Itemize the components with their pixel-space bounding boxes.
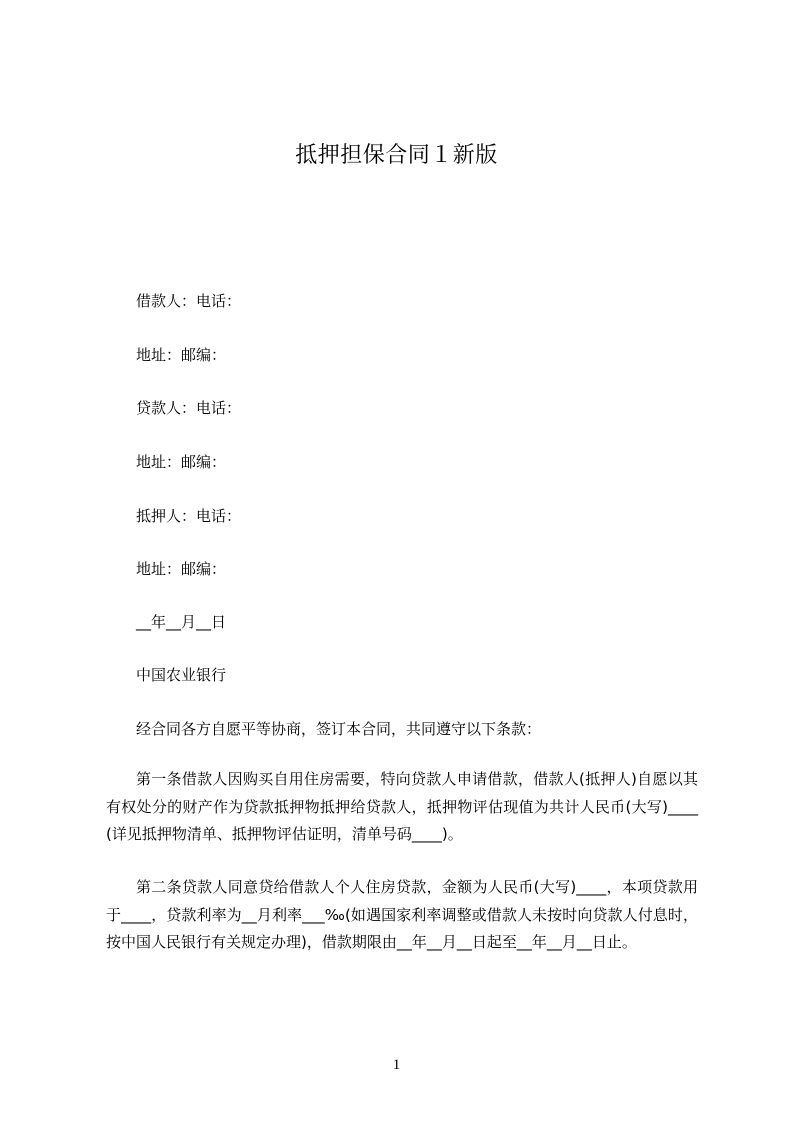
mortgagor-address-line: 地址：邮编： (136, 560, 227, 578)
mortgagor-line: 抵押人：电话： (136, 507, 242, 525)
document-title: 抵押担保合同１新版 (295, 143, 498, 168)
preamble-line: 经合同各方自愿平等协商，签订本合同，共同遵守以下条款： (136, 720, 542, 738)
lender-line: 贷款人：电话： (136, 399, 242, 417)
article-2-paragraph: 第二条贷款人同意贷给借款人个人住房贷款，金额为人民币(大写)____，本项贷款用于____，贷款利率为__月利率___‰(如遇国家利率调整或借款人未按时向贷款人付息时，按中国人民银行有关规定办理)，借款期限由__年__月__日起至__年__月__日止。 (106, 878, 698, 951)
article-1-paragraph: 第一条借款人因购买自用住房需要，特向贷款人申请借款，借款人(抵押人)自愿以其有权处分的财产作为贷款抵押物抵押给贷款人，抵押物评估现值为共计人民币(大写)____(详见抵押物清单、抵押物评估证明，清单号码____)。 (106, 770, 698, 843)
date-line: __年__月__日 (136, 613, 227, 631)
page-number: 1 (392, 1057, 401, 1073)
borrower-address-line: 地址：邮编： (136, 346, 227, 364)
bank-name-line: 中国农业银行 (136, 666, 227, 684)
borrower-line: 借款人：电话： (136, 292, 242, 310)
lender-address-line: 地址：邮编： (136, 453, 227, 471)
